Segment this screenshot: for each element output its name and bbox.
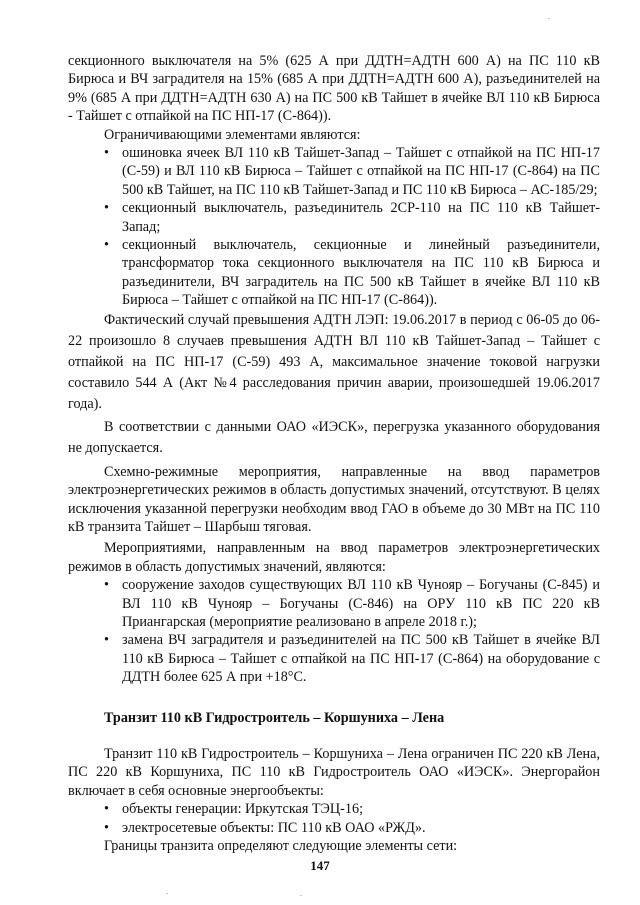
list-item-text: секционный выключатель, разъединитель 2СР-110 на ПС 110 кВ Тайшет-Запад; bbox=[122, 200, 600, 235]
limiting-elements-list bbox=[68, 144, 600, 310]
measures-list bbox=[68, 576, 600, 686]
list-item-text: сооружение заходов существующих ВЛ 110 кВ Чунояр – Богучаны (С-845) и ВЛ 110 кВ Чунояр – Богучаны (С-846) на ОРУ 110 кВ ПС 220 кВ Приангарская (мероприятие реализовано в апреле 2018 г.); bbox=[122, 577, 600, 630]
list-item-text: замена ВЧ заградителя и разъединителей на ПС 500 кВ Тайшет в ячейке ВЛ 110 кВ Бирюса – Тайшет с отпайкой на ПС НП-17 (С-864) на оборудование с ДДТН более 625 А при +18°С. bbox=[122, 632, 600, 686]
spacer bbox=[68, 687, 600, 705]
scan-speck bbox=[300, 895, 302, 896]
list-item-text: электросетевые объекты: ПС 110 кВ ОАО «РЖД». bbox=[122, 819, 426, 836]
list-item bbox=[68, 819, 600, 837]
paragraph-measures-intro: Мероприятиями, направленным на ввод параметров электроэнергетических режимов в область допустимых значений, являются: bbox=[68, 540, 600, 575]
paragraph-transit: Транзит 110 кВ Гидростроитель – Коршуниха – Лена ограничен ПС 220 кВ Лена, ПС 220 кВ Коршуниха, ПС 110 кВ Гидростроитель ОАО «ИЭСК». Энергорайон включает в себя основные энергообъекты: bbox=[68, 745, 600, 799]
scan-speck bbox=[548, 18, 550, 19]
list-item bbox=[68, 800, 600, 818]
bullet-icon: • bbox=[104, 200, 109, 217]
bullet-icon: • bbox=[104, 632, 109, 649]
bullet-icon: • bbox=[104, 145, 109, 162]
list-item bbox=[68, 576, 600, 631]
energy-objects-list bbox=[68, 800, 600, 837]
list-item-text: объекты генерации: Иркутская ТЭЦ-16; bbox=[122, 801, 364, 818]
list-item-text: ошиновка ячеек ВЛ 110 кВ Тайшет-Запад – Тайшет с отпайкой на ПС НП-17 (С-59) и ВЛ 110 кВ Бирюса – Тайшет с отпайкой на ПС НП-17 (С-864) на ПС 500 кВ Тайшет, на ПС 110 кВ Тайшет-Запад и ПС 110 кВ Бирюса – АС-185/29; bbox=[122, 145, 600, 198]
list-item bbox=[68, 199, 600, 236]
list-item bbox=[68, 236, 600, 310]
page-number: 147 bbox=[310, 858, 330, 873]
list-item-text: секционный выключатель, секционные и линейный разъединители, трансформатор тока секционного выключателя на ПС 110 кВ Бирюса и разъединители, ВЧ заградитель на ПС 500 кВ Тайшет в ячейке ВЛ 110 кВ Бирюса – Тайшет с отпайкой на ПС НП-17 (С-864)). bbox=[122, 237, 600, 309]
paragraph-continuation: секционного выключателя на 5% (625 А при ДДТН=АДТН 600 А) на ПС 110 кВ Бирюса и ВЧ заградителя на 15% (685 А при ДДТН=АДТН 600 А), разъединителей на 9% (685 А при ДДТН=АДТН 630 А) на ПС 500 кВ Тайшет в ячейке ВЛ 110 кВ Бирюса - Тайшет с отпайкой на ПС НП-17 (С-864)). bbox=[68, 53, 600, 125]
bullet-icon: • bbox=[104, 577, 109, 594]
paragraph-scheme-measures: Схемно-режимные мероприятия, направленные на ввод параметров электроэнергетических режимов в область допустимых значений, отсутствуют. В целях исключения указанной перегрузки необходим ввод ГАО в объеме до 30 МВт на ПС 110 кВ транзита Тайшет – Шарбыш тяговая. bbox=[68, 463, 600, 535]
list-item bbox=[68, 144, 600, 199]
document-page bbox=[68, 52, 600, 855]
bullet-icon: • bbox=[104, 819, 109, 836]
scan-speck bbox=[166, 893, 168, 894]
paragraph-iesk: В соответствии с данными ОАО «ИЭСК», перегрузка указанного оборудования не допускается. bbox=[68, 418, 600, 456]
paragraph-limiting-intro: Ограничивающими элементами являются: bbox=[104, 126, 361, 143]
paragraph-fact: Фактический случай превышения АДТН ЛЭП: 19.06.2017 в период с 06-05 до 06-22 произошло 8 случаев превышения АДТН ВЛ 110 кВ Тайшет-Запад – Тайшет с отпайкой на ПС НП-17 (С-59) 493 А, максимальное значение токовой нагрузки составило 544 А (Акт №4 расследования причин аварии, произошедшей 19.06.2017 года). bbox=[68, 311, 600, 412]
paragraph-boundaries: Границы транзита определяют следующие элементы сети: bbox=[104, 838, 458, 854]
bullet-icon: • bbox=[104, 237, 109, 254]
section-heading: Транзит 110 кВ Гидростроитель – Коршуниха – Лена bbox=[104, 709, 445, 726]
list-item bbox=[68, 631, 600, 686]
bullet-icon: • bbox=[104, 801, 109, 818]
